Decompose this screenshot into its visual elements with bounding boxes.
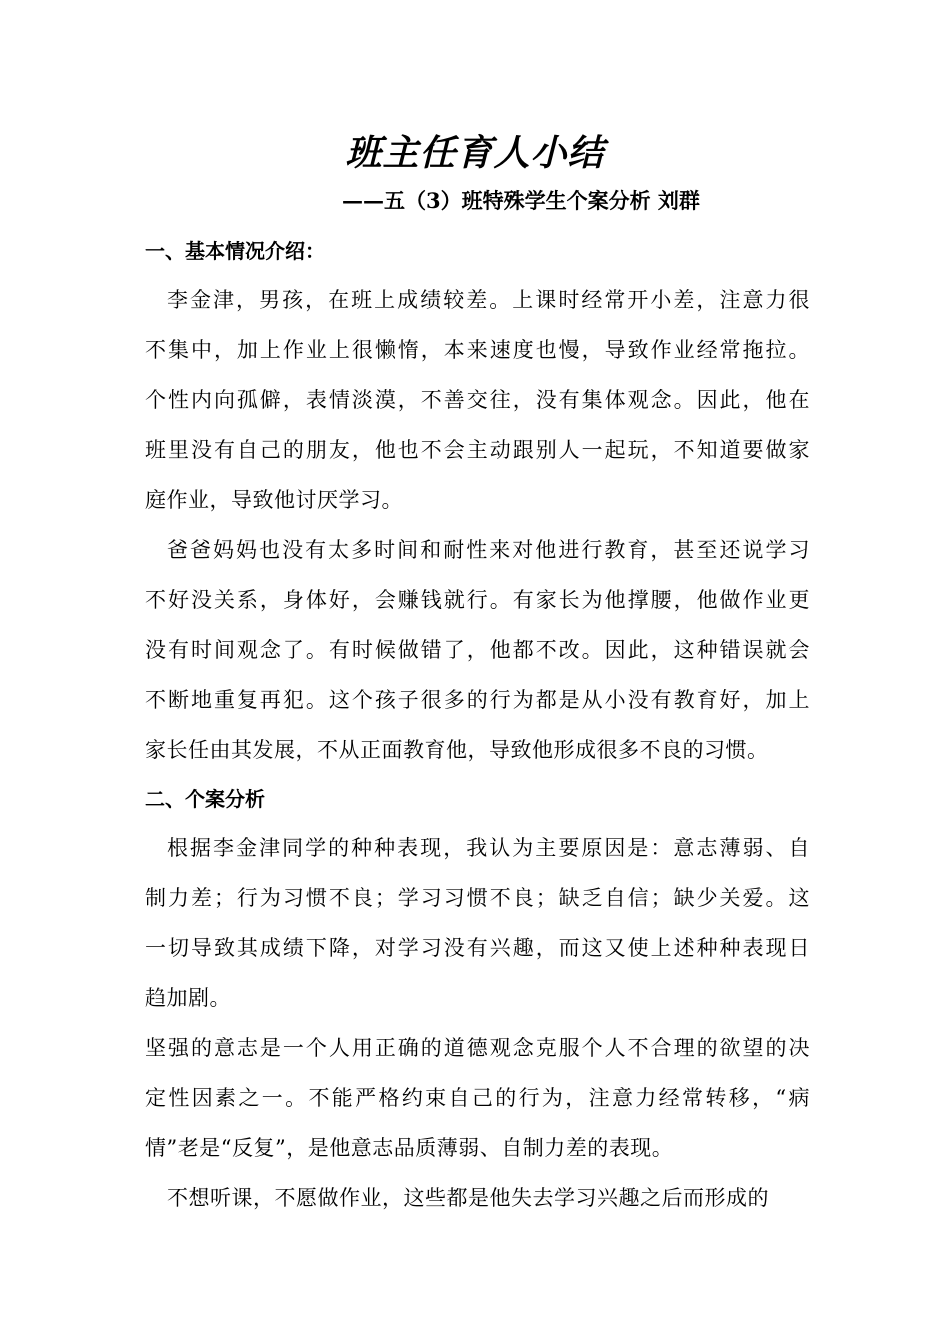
text-line: 不集中，加上作业上很懒惰，本来速度也慢，导致作业经常拖拉。 [145, 338, 810, 362]
paragraph-case-analysis-2 [145, 1023, 810, 1173]
text-line: 没有时间观念了。有时候做错了，他都不改。因此，这种错误就会 [145, 638, 810, 662]
text-line: 不想听课，不愿做作业，这些都是他失去学习兴趣之后而形成的 [167, 1186, 769, 1210]
section-heading-basic-info: 一、基本情况介绍： [145, 239, 325, 263]
document-subtitle: ——五（3）班特殊学生个案分析 刘群 [342, 188, 700, 213]
paragraph-case-analysis-3 [145, 1173, 810, 1223]
text-line: 李金津，男孩，在班上成绩较差。上课时经常开小差，注意力很 [167, 288, 810, 312]
text-line: 班里没有自己的朋友，他也不会主动跟别人一起玩，不知道要做家 [145, 438, 810, 462]
document-title: 班主任育人小结 [345, 132, 605, 174]
text-line: 个性内向孤僻，表情淡漠，不善交往，没有集体观念。因此，他在 [145, 388, 810, 412]
paragraph-case-analysis-1 [145, 823, 810, 1023]
text-line: 不断地重复再犯。这个孩子很多的行为都是从小没有教育好，加上 [145, 688, 810, 712]
paragraph-basic-info-1 [145, 275, 810, 525]
text-line: 爸爸妈妈也没有太多时间和耐性来对他进行教育，甚至还说学习 [167, 538, 810, 562]
text-line: 家长任由其发展，不从正面教育他，导致他形成很多不良的习惯。 [145, 738, 769, 762]
text-line: 庭作业，导致他讨厌学习。 [145, 488, 403, 512]
section-heading-case-analysis: 二、个案分析 [145, 787, 265, 811]
text-line: 一切导致其成绩下降，对学习没有兴趣，而这又使上述种种表现日 [145, 936, 810, 960]
text-line: 定性因素之一。不能严格约束自己的行为，注意力经常转移，“病 [145, 1086, 810, 1110]
text-line: 坚强的意志是一个人用正确的道德观念克服个人不合理的欲望的决 [145, 1036, 810, 1060]
text-line: 制力差；行为习惯不良；学习习惯不良；缺乏自信；缺少关爱。这 [145, 886, 810, 910]
text-line: 不好没关系，身体好，会赚钱就行。有家长为他撑腰，他做作业更 [145, 588, 810, 612]
paragraph-basic-info-2 [145, 525, 810, 775]
text-line: 情”老是“反复”，是他意志品质薄弱、自制力差的表现。 [145, 1136, 674, 1160]
text-line: 根据李金津同学的种种表现，我认为主要原因是：意志薄弱、自 [167, 836, 810, 860]
text-line: 趋加剧。 [145, 986, 231, 1010]
